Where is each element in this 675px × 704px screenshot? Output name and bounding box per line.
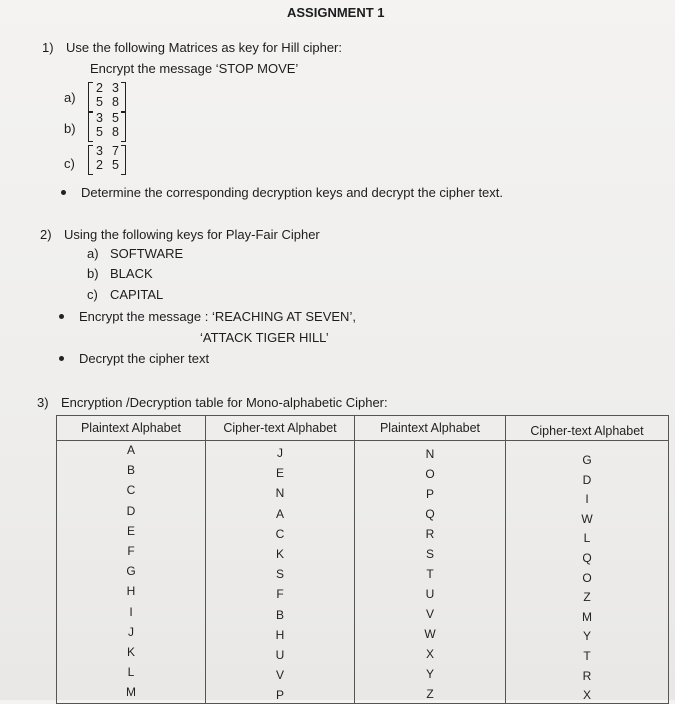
- header-plaintext-1: Plaintext Alphabet: [57, 416, 206, 441]
- plaintext-letter: K: [126, 645, 135, 659]
- matrix-a-label: a): [64, 90, 76, 105]
- matrix-c-label: c): [64, 156, 75, 171]
- plaintext-letter: B: [126, 463, 135, 478]
- q1-sub: Encrypt the message ‘STOP MOVE’: [90, 61, 299, 76]
- assignment-title: ASSIGNMENT 1: [287, 5, 385, 20]
- matrix-b-cell-12: 5: [112, 111, 119, 125]
- matrix-left-bracket: [88, 112, 93, 142]
- ciphertext-letter: Z: [583, 590, 591, 605]
- q2-key-b-label: b): [87, 266, 99, 281]
- ciphertext-letter: Q: [582, 551, 592, 565]
- table-body-row: [57, 441, 669, 704]
- plaintext-letter: X: [425, 647, 434, 661]
- plaintext-letter: T: [426, 567, 434, 581]
- matrix-a-cell-11: 2: [96, 81, 103, 95]
- q3-number: 3): [37, 395, 49, 410]
- ciphertext-letter: M: [582, 609, 592, 624]
- q2-key-c-label: c): [87, 287, 98, 302]
- matrix-b-label: b): [64, 121, 76, 136]
- ciphertext-letter: U: [275, 648, 285, 662]
- plaintext-letter: C: [126, 483, 136, 498]
- q1-bullet-text: Determine the corresponding decryption keys and decrypt the cipher text.: [81, 185, 504, 200]
- plaintext-letter: Q: [425, 507, 435, 521]
- ciphertext-letter: J: [277, 446, 283, 460]
- ciphertext-letter: P: [275, 688, 284, 703]
- table-header-row: [57, 416, 669, 441]
- matrix-b: [88, 112, 126, 142]
- q3-prompt: Encryption /Decryption table for Mono-alphabetic Cipher:: [61, 395, 388, 410]
- ciphertext-letter: R: [582, 668, 592, 683]
- q2-key-a: SOFTWARE: [110, 246, 184, 261]
- q2-bullet1-text-cont: ‘ATTACK TIGER HILL’: [200, 330, 329, 345]
- q1-prompt: Use the following Matrices as key for Hill cipher:: [66, 40, 342, 55]
- plaintext-letter: R: [425, 527, 435, 541]
- bullet-icon: [61, 190, 66, 195]
- q2-bullet2-text: Decrypt the cipher text: [79, 351, 210, 366]
- column-ciphertext-2: [506, 441, 669, 704]
- plaintext-letter: L: [127, 665, 135, 680]
- ciphertext-letter: C: [275, 526, 285, 541]
- ciphertext-letter: D: [582, 472, 592, 487]
- header-ciphertext-1: Cipher-text Alphabet: [206, 416, 355, 441]
- ciphertext-letter: W: [581, 511, 593, 526]
- bullet-icon: [59, 314, 64, 319]
- q1-number: 1): [42, 40, 54, 55]
- q2-key-c: CAPITAL: [110, 287, 164, 302]
- matrix-c-cell-12: 7: [112, 144, 119, 158]
- plaintext-letter: F: [127, 544, 135, 558]
- plaintext-letter: J: [128, 624, 134, 639]
- plaintext-letter: Y: [425, 667, 434, 681]
- ciphertext-letter: G: [582, 453, 592, 467]
- matrix-b-cell-11: 3: [96, 111, 103, 125]
- plaintext-letter: A: [126, 443, 135, 457]
- matrix-c: [88, 145, 126, 175]
- plaintext-letter: H: [126, 584, 136, 599]
- plaintext-letter: W: [424, 627, 436, 641]
- ciphertext-letter: Y: [582, 629, 591, 644]
- matrix-left-bracket: [88, 82, 93, 112]
- plaintext-letter: E: [126, 523, 135, 538]
- ciphertext-letter: E: [275, 466, 284, 481]
- matrix-left-bracket: [88, 145, 93, 175]
- plaintext-letter: G: [126, 564, 136, 579]
- column-ciphertext-1: [206, 441, 355, 704]
- ciphertext-letter: B: [275, 607, 284, 622]
- matrix-a-cell-12: 3: [112, 81, 119, 95]
- matrix-a-cell-21: 5: [96, 95, 103, 109]
- ciphertext-letter: F: [276, 587, 284, 602]
- ciphertext-letter: A: [275, 506, 284, 521]
- plaintext-letter: V: [425, 607, 434, 621]
- q2-number: 2): [40, 227, 52, 242]
- matrix-right-bracket: [121, 112, 126, 142]
- matrix-c-cell-22: 5: [112, 158, 119, 172]
- plaintext-letter: O: [425, 467, 435, 481]
- plaintext-letter: U: [425, 587, 435, 601]
- matrix-b-cell-22: 8: [112, 125, 119, 139]
- plaintext-letter: P: [425, 487, 434, 501]
- matrix-c-cell-21: 2: [96, 158, 103, 172]
- ciphertext-letter: X: [582, 688, 591, 703]
- plaintext-letter: S: [425, 547, 434, 561]
- matrix-right-bracket: [121, 82, 126, 112]
- matrix-a-cell-22: 8: [112, 95, 119, 109]
- q2-key-a-label: a): [87, 246, 99, 261]
- plaintext-letter: M: [126, 685, 136, 700]
- mono-alphabetic-table: [56, 415, 669, 704]
- q2-prompt: Using the following keys for Play-Fair Cipher: [64, 227, 320, 242]
- ciphertext-letter: S: [275, 567, 284, 582]
- ciphertext-letter: I: [585, 492, 589, 507]
- column-plaintext-2: [355, 441, 506, 704]
- q2-bullet1-text: Encrypt the message : ‘REACHING AT SEVEN’,: [79, 309, 356, 324]
- ciphertext-letter: O: [582, 570, 592, 585]
- q2-key-b: BLACK: [110, 266, 153, 281]
- ciphertext-letter: V: [275, 668, 284, 683]
- column-plaintext-1: [57, 441, 206, 704]
- matrix-a: [88, 82, 126, 112]
- ciphertext-letter: N: [275, 486, 285, 501]
- ciphertext-letter: L: [583, 531, 591, 546]
- plaintext-letter: I: [129, 604, 133, 619]
- plaintext-letter: D: [126, 503, 136, 518]
- ciphertext-letter: T: [583, 649, 591, 663]
- ciphertext-letter: H: [275, 627, 285, 642]
- header-ciphertext-2: Cipher-text Alphabet: [506, 416, 669, 441]
- header-plaintext-2: Plaintext Alphabet: [355, 416, 506, 441]
- matrix-c-cell-11: 3: [96, 144, 103, 158]
- ciphertext-letter: K: [275, 547, 284, 561]
- plaintext-letter: N: [425, 447, 435, 461]
- plaintext-letter: Z: [426, 687, 434, 701]
- bullet-icon: [59, 356, 64, 361]
- matrix-b-cell-21: 5: [96, 125, 103, 139]
- matrix-right-bracket: [121, 145, 126, 175]
